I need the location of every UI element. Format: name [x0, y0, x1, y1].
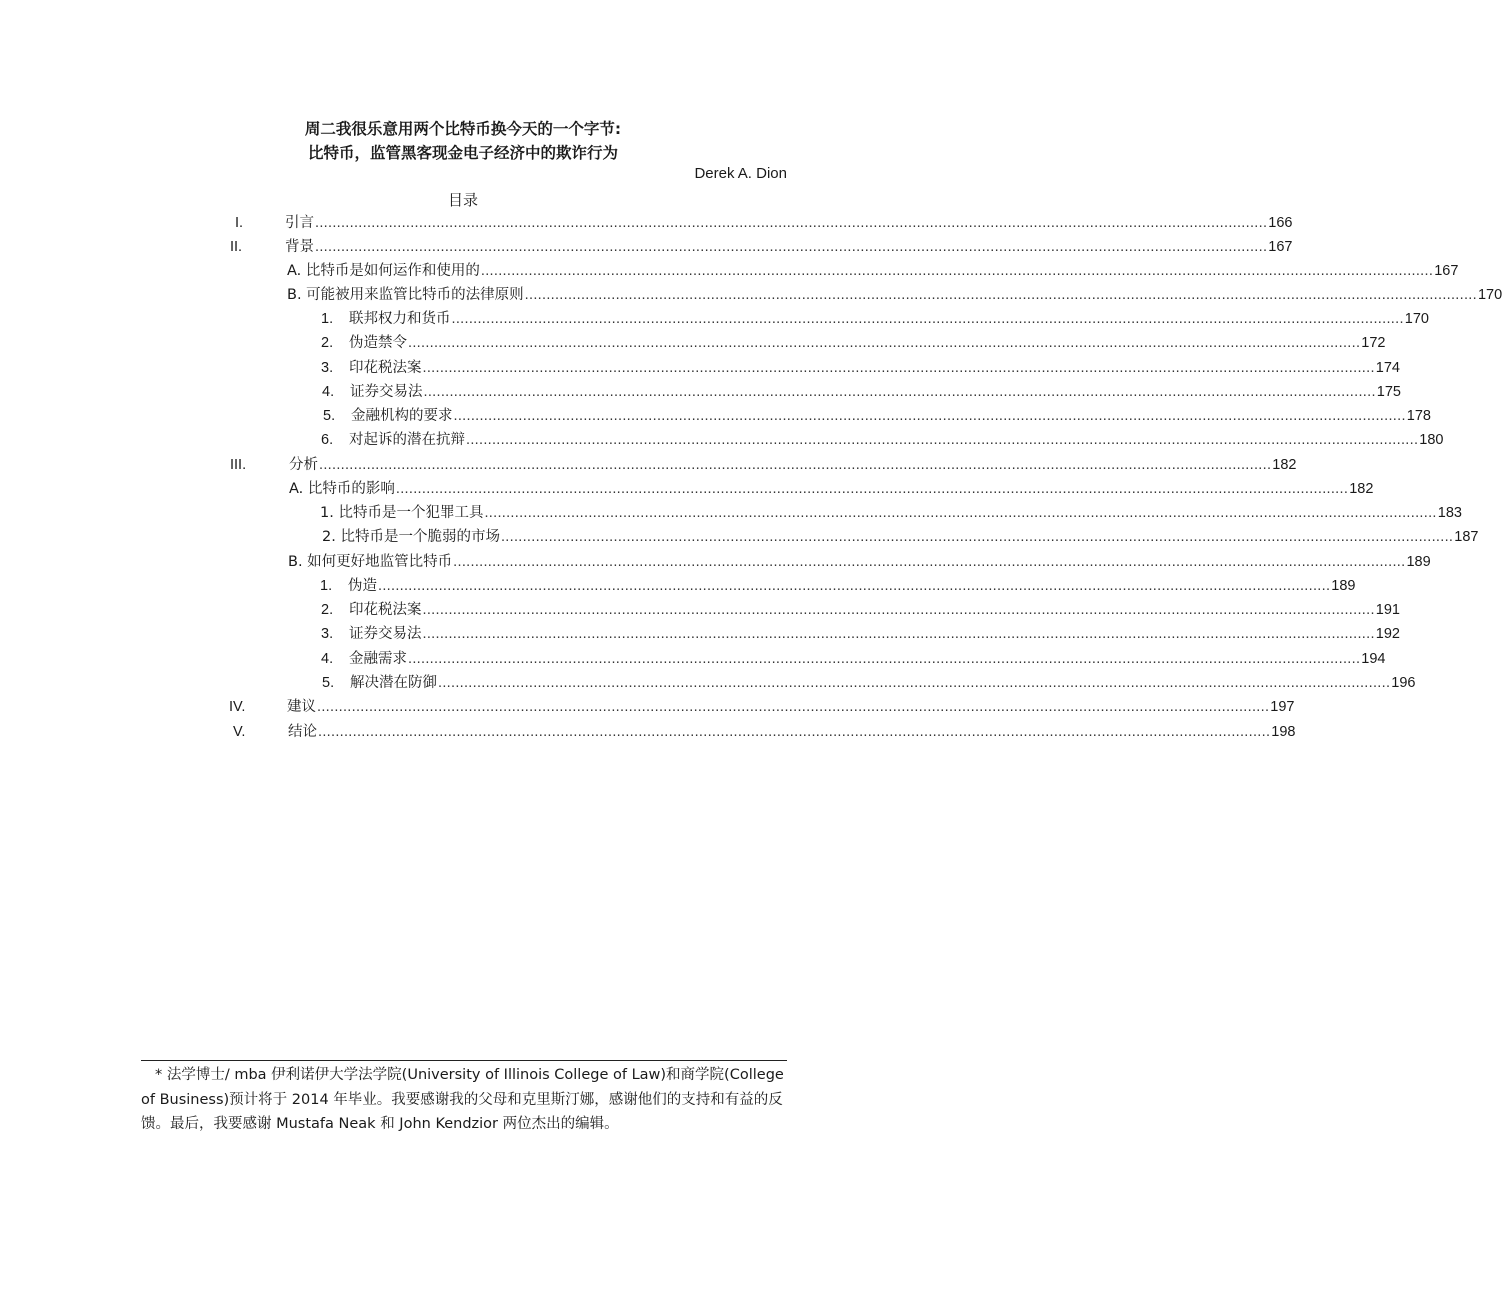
toc-entry-number: 2. — [321, 602, 334, 618]
toc-entry[interactable] — [320, 575, 1356, 597]
toc-entry-page: 192 — [1375, 626, 1400, 642]
toc-leader-dots: ............................................................................................................................................................................................................................ — [318, 724, 1271, 740]
toc-entry-label: 伪造 — [348, 578, 377, 594]
toc-entry-page: 183 — [1437, 505, 1462, 521]
toc-entry[interactable] — [320, 502, 1462, 524]
toc-entry-page: 197 — [1270, 699, 1295, 715]
toc-entry-page: 191 — [1375, 602, 1400, 618]
toc-leader-dots: ............................................................................................................................................................................................................................ — [451, 311, 1404, 327]
toc-entry-number: I. — [235, 215, 244, 231]
toc-leader-dots: ............................................................................................................................................................................................................................ — [453, 408, 1406, 424]
toc-leader-dots: ............................................................................................................................................................................................................................ — [423, 384, 1376, 400]
toc-entry-page: 178 — [1406, 408, 1431, 424]
toc-entry-number: 3. — [321, 360, 334, 376]
toc-entry-label: 印花税法案 — [349, 360, 422, 376]
toc-entry-number: 4. — [322, 384, 335, 400]
toc-entry[interactable] — [321, 623, 1400, 645]
toc-entry-number: 6. — [321, 432, 334, 448]
toc-entry[interactable] — [287, 260, 1459, 282]
toc-entry[interactable] — [288, 551, 1431, 573]
toc-entry-number: II. — [230, 239, 243, 255]
toc-entry[interactable] — [321, 357, 1400, 379]
toc-entry-label: 引言 — [285, 215, 314, 231]
toc-entry-page: 194 — [1361, 651, 1386, 667]
toc-heading: 目录 — [447, 191, 478, 209]
toc-entry-number: 4. — [321, 651, 334, 667]
toc-entry-page: 167 — [1268, 239, 1293, 255]
toc-leader-dots: ............................................................................................................................................................................................................................ — [422, 360, 1375, 376]
toc-leader-dots: ............................................................................................................................................................................................................................ — [317, 699, 1270, 715]
toc-leader-dots: ............................................................................................................................................................................................................................ — [466, 432, 1419, 448]
toc-entry-page: 174 — [1375, 360, 1400, 376]
toc-entry-number: III. — [230, 457, 247, 473]
toc-entry[interactable] — [321, 429, 1444, 451]
toc-entry-page: 175 — [1376, 384, 1401, 400]
toc-entry[interactable] — [322, 381, 1401, 403]
toc-entry[interactable] — [321, 332, 1386, 354]
toc-entry-page: 167 — [1434, 263, 1459, 279]
toc-entry-number: 3. — [321, 626, 334, 642]
toc-leader-dots: ............................................................................................................................................................................................................................ — [378, 578, 1331, 594]
toc-leader-dots: ............................................................................................................................................................................................................................ — [524, 287, 1477, 303]
toc-entry-page: 187 — [1454, 529, 1479, 545]
toc-entry-page: 182 — [1272, 457, 1297, 473]
toc-entry-page: 170 — [1404, 311, 1429, 327]
toc-entry[interactable] — [322, 672, 1416, 694]
toc-leader-dots: ............................................................................................................................................................................................................................ — [480, 263, 1434, 279]
toc-entry-page: 172 — [1361, 335, 1386, 351]
toc-entry-label: B. 如何更好地监管比特币 — [288, 554, 453, 570]
toc-entry-label: 分析 — [289, 457, 318, 473]
toc-entry[interactable] — [230, 454, 1297, 476]
toc-entry-label: 证券交易法 — [349, 626, 422, 642]
toc-entry-number: V. — [233, 724, 246, 740]
toc-leader-dots: ............................................................................................................................................................................................................................ — [408, 651, 1361, 667]
title-line-1: 周二我很乐意用两个比特币换今天的一个字节: — [304, 120, 622, 138]
toc-entry[interactable] — [229, 696, 1295, 718]
toc-leader-dots: ............................................................................................................................................................................................................................ — [453, 554, 1406, 570]
toc-leader-dots: ............................................................................................................................................................................................................................ — [315, 215, 1268, 231]
toc-entry-label: A. 比特币是如何运作和使用的 — [287, 263, 480, 279]
toc-leader-dots: ............................................................................................................................................................................................................................ — [319, 457, 1272, 473]
toc-entry[interactable] — [235, 212, 1293, 234]
footnote — [141, 1063, 789, 1137]
toc-entry[interactable] — [230, 236, 1293, 258]
toc-entry-label: 2. 比特币是一个脆弱的市场 — [322, 529, 500, 545]
toc-entry[interactable] — [321, 599, 1400, 621]
toc-entry[interactable] — [321, 648, 1386, 670]
toc-entry-page: 170 — [1477, 287, 1502, 303]
title-line-2: 比特币，监管黑客现金电子经济中的欺诈行为 — [307, 144, 618, 162]
toc-entry-label: 解决潜在防御 — [350, 675, 437, 691]
footnote-text: * 法学博士/ mba 伊利诺伊大学法学院(University of Illinois College of Law)和商学院(College of Business)预计将于 2014 年毕业。我要感谢我的父母和克里斯汀娜，感谢他们的支持和有益的反馈。最后，我要感谢 Mustafa Neak 和 John Kendzior 两位杰出的编辑。 — [141, 1067, 784, 1132]
toc-entry-page: 166 — [1268, 215, 1293, 231]
toc-entry[interactable] — [233, 721, 1296, 743]
author: Derek A. Dion — [694, 165, 787, 182]
toc-leader-dots: ............................................................................................................................................................................................................................ — [422, 602, 1375, 618]
toc-entry-label: 建议 — [287, 699, 316, 715]
toc-entry-number: 1. — [320, 578, 333, 594]
toc-entry-label: 证券交易法 — [350, 384, 423, 400]
toc-entry-label: 结论 — [288, 724, 317, 740]
toc-entry-number: 1. — [321, 311, 334, 327]
toc-entry[interactable] — [287, 284, 1502, 306]
toc-entry-number: 2. — [321, 335, 334, 351]
toc-entry-page: 189 — [1406, 554, 1431, 570]
toc-entry[interactable] — [323, 405, 1431, 427]
toc-entry-page: 189 — [1331, 578, 1356, 594]
toc-leader-dots: ............................................................................................................................................................................................................................ — [408, 335, 1361, 351]
toc-entry-number: 5. — [322, 675, 335, 691]
toc-entry-label: 伪造禁令 — [349, 335, 407, 351]
toc-entry-label: 金融机构的要求 — [351, 408, 453, 424]
toc-entry[interactable] — [322, 526, 1479, 548]
toc-entry-page: 196 — [1391, 675, 1416, 691]
toc-entry-label: A. 比特币的影响 — [289, 481, 395, 497]
toc-entry-page: 180 — [1419, 432, 1444, 448]
toc-leader-dots: ............................................................................................................................................................................................................................ — [484, 505, 1437, 521]
toc-entry-label: 联邦权力和货币 — [349, 311, 451, 327]
footnote-divider — [141, 1060, 787, 1061]
toc-entry-number: 5. — [323, 408, 336, 424]
toc-entry[interactable] — [289, 478, 1374, 500]
toc-entry[interactable] — [321, 308, 1429, 330]
toc-entry-label: 背景 — [285, 239, 314, 255]
toc-entry-label: 金融需求 — [349, 651, 407, 667]
toc-leader-dots: ............................................................................................................................................................................................................................ — [500, 529, 1454, 545]
toc-leader-dots: ............................................................................................................................................................................................................................ — [422, 626, 1375, 642]
toc-entry-page: 198 — [1271, 724, 1296, 740]
toc-entry-page: 182 — [1349, 481, 1374, 497]
toc-entry-number: IV. — [229, 699, 246, 715]
toc-leader-dots: ............................................................................................................................................................................................................................ — [438, 675, 1391, 691]
toc-entry-label: B. 可能被用来监管比特币的法律原则 — [287, 287, 524, 303]
toc-entry-label: 1. 比特币是一个犯罪工具 — [320, 505, 484, 521]
toc-leader-dots: ............................................................................................................................................................................................................................ — [395, 481, 1349, 497]
toc-leader-dots: ............................................................................................................................................................................................................................ — [315, 239, 1268, 255]
toc-entry-label: 印花税法案 — [349, 602, 422, 618]
toc-entry-label: 对起诉的潜在抗辩 — [349, 432, 465, 448]
